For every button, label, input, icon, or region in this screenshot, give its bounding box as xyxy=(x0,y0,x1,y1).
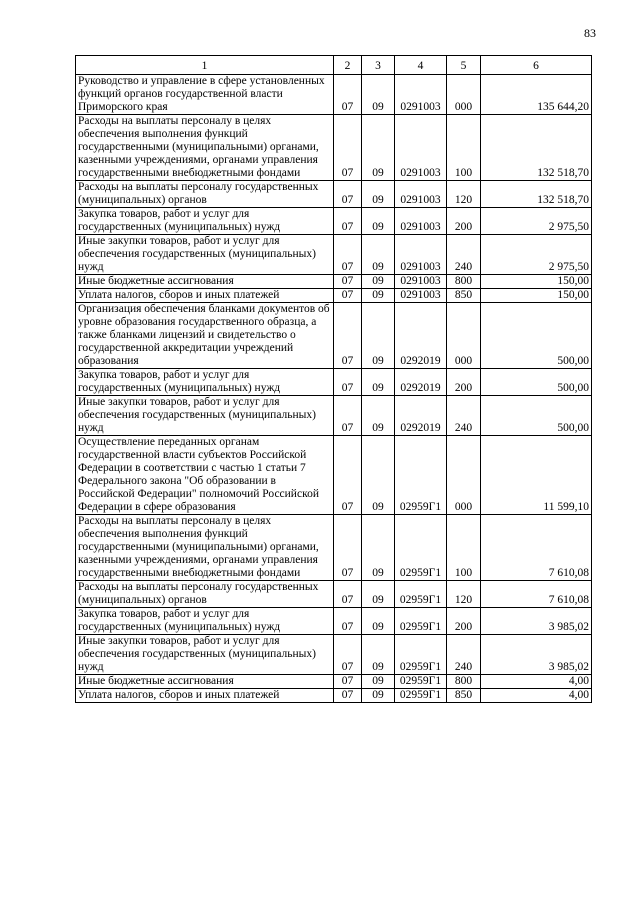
row-section-cell: 07 xyxy=(334,369,362,396)
row-section-cell: 07 xyxy=(334,635,362,675)
row-target-code-cell: 02959Г1 xyxy=(395,635,447,675)
row-target-code-cell: 0291003 xyxy=(395,275,447,289)
row-expense-type-cell: 800 xyxy=(447,275,481,289)
row-name-cell: Иные бюджетные ассигнования xyxy=(76,275,334,289)
row-expense-type-cell: 240 xyxy=(447,635,481,675)
row-target-code-cell: 0291003 xyxy=(395,235,447,275)
row-subsection-cell: 09 xyxy=(362,515,395,581)
row-subsection-cell: 09 xyxy=(362,208,395,235)
row-amount-cell: 7 610,08 xyxy=(481,581,592,608)
row-subsection-cell: 09 xyxy=(362,75,395,115)
row-amount-cell: 4,00 xyxy=(481,689,592,703)
row-name-cell: Организация обеспечения бланками документов об уровне образования государственного образца, а также бланками лицензий и свидетельство о государственной аккредитации учреждений образования xyxy=(76,303,334,369)
row-section-cell: 07 xyxy=(334,515,362,581)
row-expense-type-cell: 200 xyxy=(447,208,481,235)
row-target-code-cell: 0291003 xyxy=(395,75,447,115)
table-row xyxy=(76,675,592,689)
row-expense-type-cell: 200 xyxy=(447,608,481,635)
row-expense-type-cell: 000 xyxy=(447,436,481,515)
row-expense-type-cell: 200 xyxy=(447,369,481,396)
table-row xyxy=(76,369,592,396)
row-section-cell: 07 xyxy=(334,675,362,689)
row-expense-type-cell: 100 xyxy=(447,115,481,181)
row-subsection-cell: 09 xyxy=(362,369,395,396)
row-section-cell: 07 xyxy=(334,181,362,208)
row-target-code-cell: 02959Г1 xyxy=(395,581,447,608)
row-amount-cell: 132 518,70 xyxy=(481,115,592,181)
row-amount-cell: 4,00 xyxy=(481,675,592,689)
row-subsection-cell: 09 xyxy=(362,235,395,275)
row-section-cell: 07 xyxy=(334,608,362,635)
header-row xyxy=(76,56,592,75)
row-target-code-cell: 0291003 xyxy=(395,181,447,208)
table-row xyxy=(76,115,592,181)
row-subsection-cell: 09 xyxy=(362,396,395,436)
row-section-cell: 07 xyxy=(334,396,362,436)
table-row xyxy=(76,515,592,581)
row-target-code-cell: 0292019 xyxy=(395,303,447,369)
table-body xyxy=(76,75,592,703)
row-target-code-cell: 02959Г1 xyxy=(395,689,447,703)
row-name-cell: Иные закупки товаров, работ и услуг для обеспечения государственных (муниципальных) нужд xyxy=(76,396,334,436)
row-expense-type-cell: 100 xyxy=(447,515,481,581)
row-name-cell: Закупка товаров, работ и услуг для государственных (муниципальных) нужд xyxy=(76,608,334,635)
row-section-cell: 07 xyxy=(334,303,362,369)
row-subsection-cell: 09 xyxy=(362,436,395,515)
row-amount-cell: 11 599,10 xyxy=(481,436,592,515)
row-expense-type-cell: 850 xyxy=(447,689,481,703)
table-row xyxy=(76,289,592,303)
row-subsection-cell: 09 xyxy=(362,181,395,208)
header-cell-5: 5 xyxy=(447,56,481,75)
header-cell-4: 4 xyxy=(395,56,447,75)
row-name-cell: Расходы на выплаты персоналу государственных (муниципальных) органов xyxy=(76,181,334,208)
row-expense-type-cell: 240 xyxy=(447,396,481,436)
row-target-code-cell: 02959Г1 xyxy=(395,608,447,635)
row-name-cell: Закупка товаров, работ и услуг для государственных (муниципальных) нужд xyxy=(76,208,334,235)
row-amount-cell: 2 975,50 xyxy=(481,235,592,275)
row-name-cell: Уплата налогов, сборов и иных платежей xyxy=(76,689,334,703)
table-row xyxy=(76,635,592,675)
row-target-code-cell: 0291003 xyxy=(395,208,447,235)
row-name-cell: Закупка товаров, работ и услуг для государственных (муниципальных) нужд xyxy=(76,369,334,396)
table-row xyxy=(76,75,592,115)
row-name-cell: Иные закупки товаров, работ и услуг для обеспечения государственных (муниципальных) нужд xyxy=(76,635,334,675)
header-cell-3: 3 xyxy=(362,56,395,75)
row-expense-type-cell: 000 xyxy=(447,303,481,369)
table-row xyxy=(76,275,592,289)
row-amount-cell: 150,00 xyxy=(481,289,592,303)
row-name-cell: Иные бюджетные ассигнования xyxy=(76,675,334,689)
row-amount-cell: 500,00 xyxy=(481,369,592,396)
row-name-cell: Расходы на выплаты персоналу в целях обеспечения выполнения функций государственными (муниципальными) органами, казенными учреждениями, органами управления государственными внебюджетными фондами xyxy=(76,115,334,181)
header-cell-1: 1 xyxy=(76,56,334,75)
row-target-code-cell: 0292019 xyxy=(395,369,447,396)
table-row xyxy=(76,181,592,208)
table-row xyxy=(76,689,592,703)
row-name-cell: Иные закупки товаров, работ и услуг для обеспечения государственных (муниципальных) нужд xyxy=(76,235,334,275)
row-name-cell: Расходы на выплаты персоналу в целях обеспечения выполнения функций государственными (муниципальными) органами, казенными учреждениями, органами управления государственными внебюджетными фондами xyxy=(76,515,334,581)
row-section-cell: 07 xyxy=(334,208,362,235)
row-amount-cell: 3 985,02 xyxy=(481,608,592,635)
row-section-cell: 07 xyxy=(334,235,362,275)
budget-table xyxy=(75,55,592,703)
header-cell-2: 2 xyxy=(334,56,362,75)
row-expense-type-cell: 120 xyxy=(447,581,481,608)
table-row xyxy=(76,436,592,515)
page-number: 83 xyxy=(584,26,596,40)
row-name-cell: Руководство и управление в сфере установленных функций органов государственной власти Приморского края xyxy=(76,75,334,115)
table-row xyxy=(76,208,592,235)
row-amount-cell: 3 985,02 xyxy=(481,635,592,675)
row-name-cell: Уплата налогов, сборов и иных платежей xyxy=(76,289,334,303)
table-row xyxy=(76,303,592,369)
table-row xyxy=(76,581,592,608)
row-name-cell: Осуществление переданных органам государственной власти субъектов Российской Федерации в соответствии с частью 1 статьи 7 Федерального закона "Об образовании в Российской Федерации" полномочий Российской Федерации в сфере образования xyxy=(76,436,334,515)
row-subsection-cell: 09 xyxy=(362,581,395,608)
row-subsection-cell: 09 xyxy=(362,289,395,303)
row-subsection-cell: 09 xyxy=(362,608,395,635)
row-expense-type-cell: 120 xyxy=(447,181,481,208)
row-subsection-cell: 09 xyxy=(362,275,395,289)
row-expense-type-cell: 000 xyxy=(447,75,481,115)
row-section-cell: 07 xyxy=(334,289,362,303)
row-expense-type-cell: 850 xyxy=(447,289,481,303)
row-amount-cell: 7 610,08 xyxy=(481,515,592,581)
row-amount-cell: 150,00 xyxy=(481,275,592,289)
header-cell-6: 6 xyxy=(481,56,592,75)
row-target-code-cell: 0292019 xyxy=(395,396,447,436)
row-subsection-cell: 09 xyxy=(362,115,395,181)
table-row xyxy=(76,608,592,635)
row-target-code-cell: 0291003 xyxy=(395,289,447,303)
row-amount-cell: 500,00 xyxy=(481,303,592,369)
row-section-cell: 07 xyxy=(334,581,362,608)
table-row xyxy=(76,235,592,275)
row-name-cell: Расходы на выплаты персоналу государственных (муниципальных) органов xyxy=(76,581,334,608)
row-subsection-cell: 09 xyxy=(362,303,395,369)
row-section-cell: 07 xyxy=(334,75,362,115)
table-row xyxy=(76,396,592,436)
table-header xyxy=(76,56,592,75)
row-amount-cell: 132 518,70 xyxy=(481,181,592,208)
row-section-cell: 07 xyxy=(334,275,362,289)
row-subsection-cell: 09 xyxy=(362,675,395,689)
row-section-cell: 07 xyxy=(334,436,362,515)
row-subsection-cell: 09 xyxy=(362,635,395,675)
row-section-cell: 07 xyxy=(334,689,362,703)
row-target-code-cell: 0291003 xyxy=(395,115,447,181)
row-subsection-cell: 09 xyxy=(362,689,395,703)
row-amount-cell: 2 975,50 xyxy=(481,208,592,235)
row-target-code-cell: 02959Г1 xyxy=(395,675,447,689)
row-expense-type-cell: 240 xyxy=(447,235,481,275)
row-section-cell: 07 xyxy=(334,115,362,181)
row-amount-cell: 500,00 xyxy=(481,396,592,436)
row-amount-cell: 135 644,20 xyxy=(481,75,592,115)
row-target-code-cell: 02959Г1 xyxy=(395,515,447,581)
row-target-code-cell: 02959Г1 xyxy=(395,436,447,515)
row-expense-type-cell: 800 xyxy=(447,675,481,689)
